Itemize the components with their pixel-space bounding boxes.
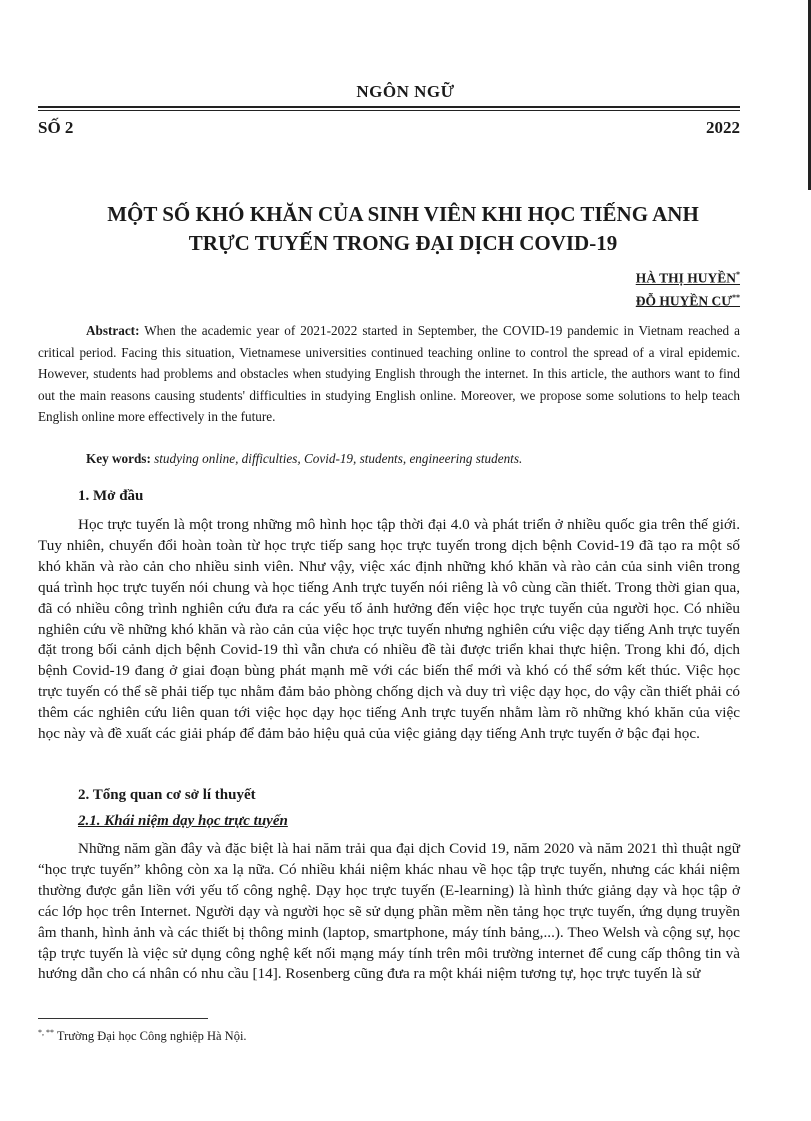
section-2-1-body: Những năm gần đây và đặc biệt là hai năm trải qua đại dịch Covid 19, năm 2020 và năm 2021 thì thuật ngữ “học trực tuyến” không còn xa lạ nữa. Có nhiều khái niệm khác nhau về học tập trực tuyến, nhưng các khái niệm thường được gắn liền với yếu tố công nghệ. Dạy học trực tuyến (E-learning) là hình thức giảng dạy và học tập ở các lớp học trên Internet. Người dạy và người học sẽ sử dụng phần mềm nền tảng học trực tuyến, ứng dụng truyền âm thanh, hình ảnh và các thiết bị thông minh (laptop, smartphone, máy tính bảng,...). Theo Welsh và cộng sự, học tập trực tuyến là việc sử dụng công nghệ kết nối mạng máy tính trên môi trường internet để cung cấp thông tin và hướng dẫn cho cá nhân có nhu cầu [14]. Rosenberg cũng đưa ra một khái niệm tương tự, học trực tuyến là sử <box>38 840 740 983</box>
issue-number: SỐ 2 <box>38 118 74 137</box>
section-1-body: Học trực tuyến là một trong những mô hình học tập thời đại 4.0 và phát triển ở nhiều quốc gia trên thế giới. Tuy nhiên, chuyển đổi hoàn toàn từ học trực tiếp sang học trực tuyến trong dịch bệnh Covid-19 đã tạo ra một số khó khăn và rào cản cho nhiều sinh viên. Như vậy, việc xác định những khó khăn và rào cản của sinh viên trong quá trình học trực tuyến nói chung và học tiếng Anh trực tuyến nói riêng là vô cùng cần thiết. Trong thời gian qua, đã có nhiều công trình nghiên cứu đưa ra các yếu tố ảnh hưởng đến việc học trực tuyến của người học. Có nhiều nghiên cứu về những khó khăn và rào cản của việc học trực tuyến nhưng nghiên cứu việc dạy tiếng Anh trực tuyến đặt trong bối cảnh dịch bệnh Covid-19 thì vẫn chưa có nhiều đề tài được triển khai thực hiện. Trong khi đó, dịch bệnh Covid-19 đang ở giai đoạn bùng phát mạnh mẽ với các biến thể mới và khó có thể sớm kết thúc. Việc học trực tuyến có thể sẽ phải tiếp tục nhằm đảm bảo phòng chống dịch và duy trì việc dạy học, do vậy cần thiết phải có thêm các nghiên cứu liên quan tới việc học dạy học tiếng Anh trực tuyến nhằm làm rõ những khó khăn của việc học này và đề xuất các giải pháp để đảm bảo hiệu quả của việc giảng dạy tiếng Anh trực tuyến ở bậc đại học. <box>38 516 740 743</box>
header-rule-thick <box>38 106 740 108</box>
keywords-text: studying online, difficulties, Covid-19, students, engineering students. <box>150 451 523 466</box>
issue-year: 2022 <box>706 118 740 137</box>
journal-name: NGÔN NGỮ <box>356 82 455 101</box>
footnote-text: Trường Đại học Công nghiệp Hà Nội. <box>54 1029 247 1044</box>
footnote-mark: *, ** <box>38 1028 54 1037</box>
author-1-mark: * <box>736 270 740 279</box>
abstract <box>38 320 740 428</box>
section-1-heading: 1. Mở đầu <box>78 488 144 504</box>
keywords <box>86 451 741 467</box>
header-rule-thin <box>38 110 740 111</box>
footnote-rule <box>38 1018 208 1019</box>
abstract-text: When the academic year of 2021-2022 started in September, the COVID-19 pandemic in Vietnam reached a critical period. Facing this situation, Vietnamese universities continued teaching online to control the spread of a viral epidemic. However, students had problems and obstacles when studying English through the internet. In this article, the authors want to find out the main reasons causing students' difficulties in studying English online. Moreover, we propose some solutions to help teach English online more effectively in the future. <box>38 323 740 424</box>
title-line-2: TRỰC TUYẾN TRONG ĐẠI DỊCH COVID-19 <box>188 231 618 255</box>
title-line-1: MỘT SỐ KHÓ KHĂN CỦA SINH VIÊN KHI HỌC TIẾNG ANH <box>107 202 699 226</box>
section-2-heading: 2. Tổng quan cơ sở lí thuyết <box>78 787 256 803</box>
article-title <box>38 200 768 258</box>
footnote <box>38 1028 247 1044</box>
section-2-1-heading: 2.1. Khái niệm dạy học trực tuyến <box>78 813 288 829</box>
abstract-label: Abstract: <box>86 323 140 338</box>
keywords-label: Key words: <box>86 451 151 466</box>
author-2: ĐỖ HUYỀN CƯ** <box>635 292 740 308</box>
author-1: HÀ THỊ HUYỀN* <box>635 270 740 286</box>
author-list <box>636 265 740 310</box>
author-2-mark: ** <box>732 292 740 302</box>
